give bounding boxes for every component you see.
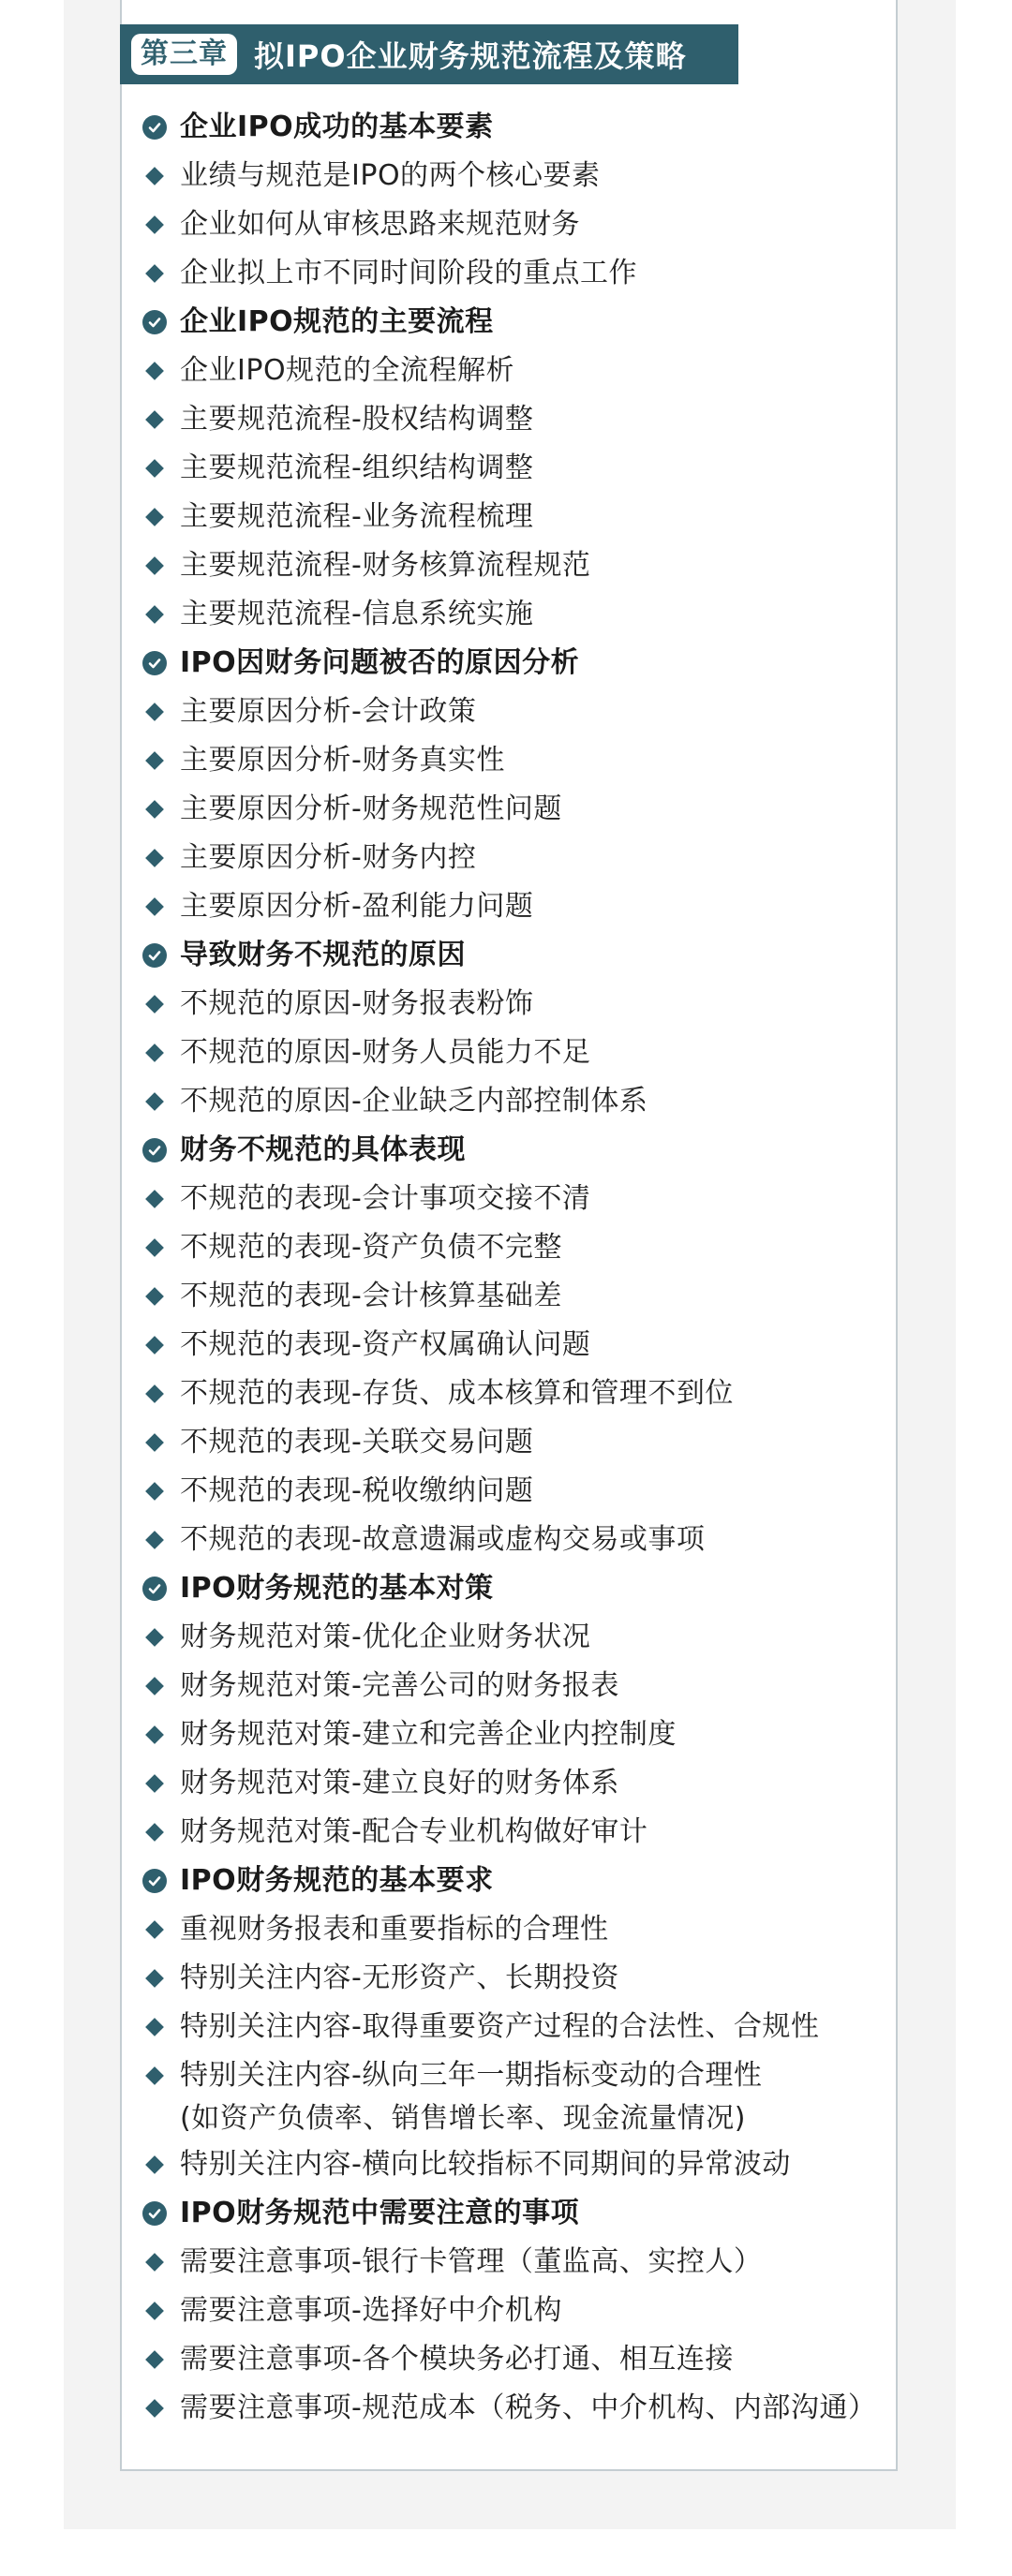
list-item-text: 主要规范流程-财务核算流程规范 (180, 549, 591, 582)
list-item (141, 882, 881, 931)
chapter-title: 拟IPO企业财务规范流程及策略 (254, 38, 687, 74)
list-item-text: 重视财务报表和重要指标的合理性 (180, 1913, 609, 1946)
list-item (141, 1321, 881, 1369)
list-item-text: 企业拟上市不同时间阶段的重点工作 (180, 257, 637, 289)
list-item (141, 1759, 881, 1808)
list-item (141, 493, 881, 541)
section-heading (141, 1126, 881, 1175)
diamond-bullet-icon (145, 1969, 164, 1988)
check-mark-icon (147, 2206, 162, 2221)
list-item (141, 2238, 881, 2287)
list-item (141, 2335, 881, 2384)
check-mark-icon (147, 315, 162, 330)
list-item (141, 347, 881, 395)
list-item (141, 1029, 881, 1077)
list-item-text: 业绩与规范是IPO的两个核心要素 (180, 159, 601, 192)
check-circle-icon (142, 310, 167, 334)
check-circle-icon (142, 1869, 167, 1893)
list-item (141, 1516, 881, 1564)
list-item-text: 企业IPO规范的全流程解析 (180, 354, 515, 387)
list-item (141, 395, 881, 444)
list-item (141, 1808, 881, 1857)
diamond-bullet-icon (145, 1190, 164, 1208)
list-item (141, 2051, 881, 2140)
list-item-text: 不规范的表现-关联交易问题 (180, 1426, 534, 1458)
list-item (141, 152, 881, 200)
check-mark-icon (147, 1873, 162, 1888)
diamond-bullet-icon (145, 2066, 164, 2085)
list-item-text: 财务规范对策-建立和完善企业内控制度 (180, 1718, 677, 1751)
list-item-text: 主要规范流程-信息系统实施 (180, 598, 534, 630)
list-item-text: 需要注意事项-规范成本（税务、中介机构、内部沟通） (180, 2391, 877, 2424)
diamond-bullet-icon (145, 1920, 164, 1939)
list-item (141, 785, 881, 834)
check-mark-icon (147, 1143, 162, 1158)
section-title: 导致财务不规范的原因 (180, 939, 466, 971)
list-item-text: 企业如何从审核思路来规范财务 (180, 208, 580, 241)
diamond-bullet-icon (145, 1774, 164, 1793)
list-item (141, 1223, 881, 1272)
list-item-text: 主要原因分析-财务真实性 (180, 744, 505, 777)
diamond-bullet-icon (145, 2399, 164, 2418)
chapter-header (120, 24, 738, 84)
diamond-bullet-icon (145, 264, 164, 283)
outline-list (141, 103, 881, 2433)
diamond-bullet-icon (145, 508, 164, 526)
list-item (141, 1662, 881, 1710)
diamond-bullet-icon (145, 362, 164, 380)
list-item (141, 1418, 881, 1467)
diamond-bullet-icon (145, 2253, 164, 2272)
list-item (141, 834, 881, 882)
list-item-text: 不规范的表现-故意遗漏或虚构交易或事项 (180, 1523, 706, 1556)
list-item-text: 不规范的表现-会计核算基础差 (180, 1280, 562, 1312)
list-item-text: 不规范的表现-资产负债不完整 (180, 1231, 562, 1264)
section-title: IPO因财务问题被否的原因分析 (180, 646, 580, 679)
list-item (141, 444, 881, 493)
diamond-bullet-icon (145, 1287, 164, 1306)
check-mark-icon (147, 656, 162, 671)
list-item-text: 主要原因分析-财务内控 (180, 841, 477, 874)
check-circle-icon (142, 943, 167, 968)
list-item-text: 财务规范对策-完善公司的财务报表 (180, 1669, 619, 1702)
list-item (141, 541, 881, 590)
list-item (141, 590, 881, 639)
diamond-bullet-icon (145, 1336, 164, 1355)
list-item (141, 2384, 881, 2433)
list-item (141, 2003, 881, 2051)
list-item-text: 主要原因分析-财务规范性问题 (180, 792, 562, 825)
list-item (141, 1077, 881, 1126)
diamond-bullet-icon (145, 849, 164, 867)
list-item (141, 1467, 881, 1516)
diamond-bullet-icon (145, 2302, 164, 2320)
list-item-text: 特别关注内容-无形资产、长期投资 (180, 1962, 619, 1994)
diamond-bullet-icon (145, 1677, 164, 1695)
list-item (141, 1272, 881, 1321)
list-item-text: 主要原因分析-盈利能力问题 (180, 890, 534, 923)
list-item-text: 不规范的表现-资产权属确认问题 (180, 1328, 591, 1361)
check-mark-icon (147, 120, 162, 135)
diamond-bullet-icon (145, 1725, 164, 1744)
section-title: 企业IPO成功的基本要素 (180, 111, 494, 143)
check-circle-icon (142, 1577, 167, 1601)
check-circle-icon (142, 2201, 167, 2226)
list-item (141, 249, 881, 298)
list-item-text: 主要规范流程-股权结构调整 (180, 403, 534, 436)
list-item-text: 特别关注内容-横向比较指标不同期间的异常波动 (180, 2148, 791, 2181)
list-item-text: 主要规范流程-业务流程梳理 (180, 500, 534, 533)
list-item (141, 2287, 881, 2335)
list-item (141, 1954, 881, 2003)
check-circle-icon (142, 115, 167, 140)
list-item (141, 1905, 881, 1954)
diamond-bullet-icon (145, 2018, 164, 2036)
diamond-bullet-icon (145, 215, 164, 234)
section-heading (141, 1564, 881, 1613)
list-item-text: 需要注意事项-银行卡管理（董监高、实控人） (180, 2245, 763, 2278)
diamond-bullet-icon (145, 995, 164, 1014)
list-item-text: 特别关注内容-取得重要资产过程的合法性、合规性 (180, 2010, 820, 2043)
list-item-text: 不规范的表现-税收缴纳问题 (180, 1474, 534, 1507)
list-item (141, 736, 881, 785)
list-item-text: 不规范的原因-财务人员能力不足 (180, 1036, 591, 1069)
diamond-bullet-icon (145, 167, 164, 185)
diamond-bullet-icon (145, 459, 164, 478)
list-item-text: 主要原因分析-会计政策 (180, 695, 477, 728)
diamond-bullet-icon (145, 751, 164, 770)
diamond-bullet-icon (145, 1628, 164, 1647)
section-heading (141, 103, 881, 152)
diamond-bullet-icon (145, 1092, 164, 1111)
section-title: IPO财务规范的基本要求 (180, 1864, 494, 1897)
section-heading (141, 2189, 881, 2238)
diamond-bullet-icon (145, 800, 164, 819)
diamond-bullet-icon (145, 1238, 164, 1257)
section-heading (141, 931, 881, 980)
section-title: IPO财务规范的基本对策 (180, 1572, 494, 1605)
section-heading (141, 639, 881, 688)
list-item-text: 不规范的原因-企业缺乏内部控制体系 (180, 1085, 648, 1118)
diamond-bullet-icon (145, 556, 164, 575)
diamond-bullet-icon (145, 897, 164, 916)
section-title: IPO财务规范中需要注意的事项 (180, 2197, 580, 2229)
diamond-bullet-icon (145, 1384, 164, 1403)
section-title: 企业IPO规范的主要流程 (180, 305, 494, 338)
diamond-bullet-icon (145, 1823, 164, 1842)
list-item-text: 不规范的表现-存货、成本核算和管理不到位 (180, 1377, 734, 1410)
check-circle-icon (142, 651, 167, 675)
section-title: 财务不规范的具体表现 (180, 1133, 466, 1166)
diamond-bullet-icon (145, 703, 164, 721)
check-mark-icon (147, 948, 162, 963)
list-item (141, 1369, 881, 1418)
chapter-badge: 第三章 (131, 34, 237, 75)
list-item-text: 不规范的原因-财务报表粉饰 (180, 987, 534, 1020)
list-item-text: 财务规范对策-优化企业财务状况 (180, 1621, 591, 1653)
diamond-bullet-icon (145, 1433, 164, 1452)
list-item-text: 需要注意事项-选择好中介机构 (180, 2294, 562, 2327)
diamond-bullet-icon (145, 2155, 164, 2174)
list-item-text: 财务规范对策-建立良好的财务体系 (180, 1767, 619, 1799)
diamond-bullet-icon (145, 605, 164, 624)
list-item-text: 特别关注内容-纵向三年一期指标变动的合理性 (如资产负债率、销售增长率、现金流量情况) (180, 2059, 763, 2135)
list-item-text: 不规范的表现-会计事项交接不清 (180, 1182, 591, 1215)
check-circle-icon (142, 1138, 167, 1162)
list-item (141, 2140, 881, 2189)
section-heading (141, 298, 881, 347)
list-item (141, 1710, 881, 1759)
list-item-text: 财务规范对策-配合专业机构做好审计 (180, 1815, 648, 1848)
section-heading (141, 1857, 881, 1905)
list-item (141, 688, 881, 736)
list-item (141, 1613, 881, 1662)
list-item (141, 1175, 881, 1223)
list-item (141, 200, 881, 249)
diamond-bullet-icon (145, 2350, 164, 2369)
list-item-text: 需要注意事项-各个模块务必打通、相互连接 (180, 2343, 734, 2376)
diamond-bullet-icon (145, 1482, 164, 1501)
diamond-bullet-icon (145, 1044, 164, 1062)
list-item-text: 主要规范流程-组织结构调整 (180, 452, 534, 484)
diamond-bullet-icon (145, 410, 164, 429)
diamond-bullet-icon (145, 1531, 164, 1549)
list-item (141, 980, 881, 1029)
check-mark-icon (147, 1581, 162, 1596)
